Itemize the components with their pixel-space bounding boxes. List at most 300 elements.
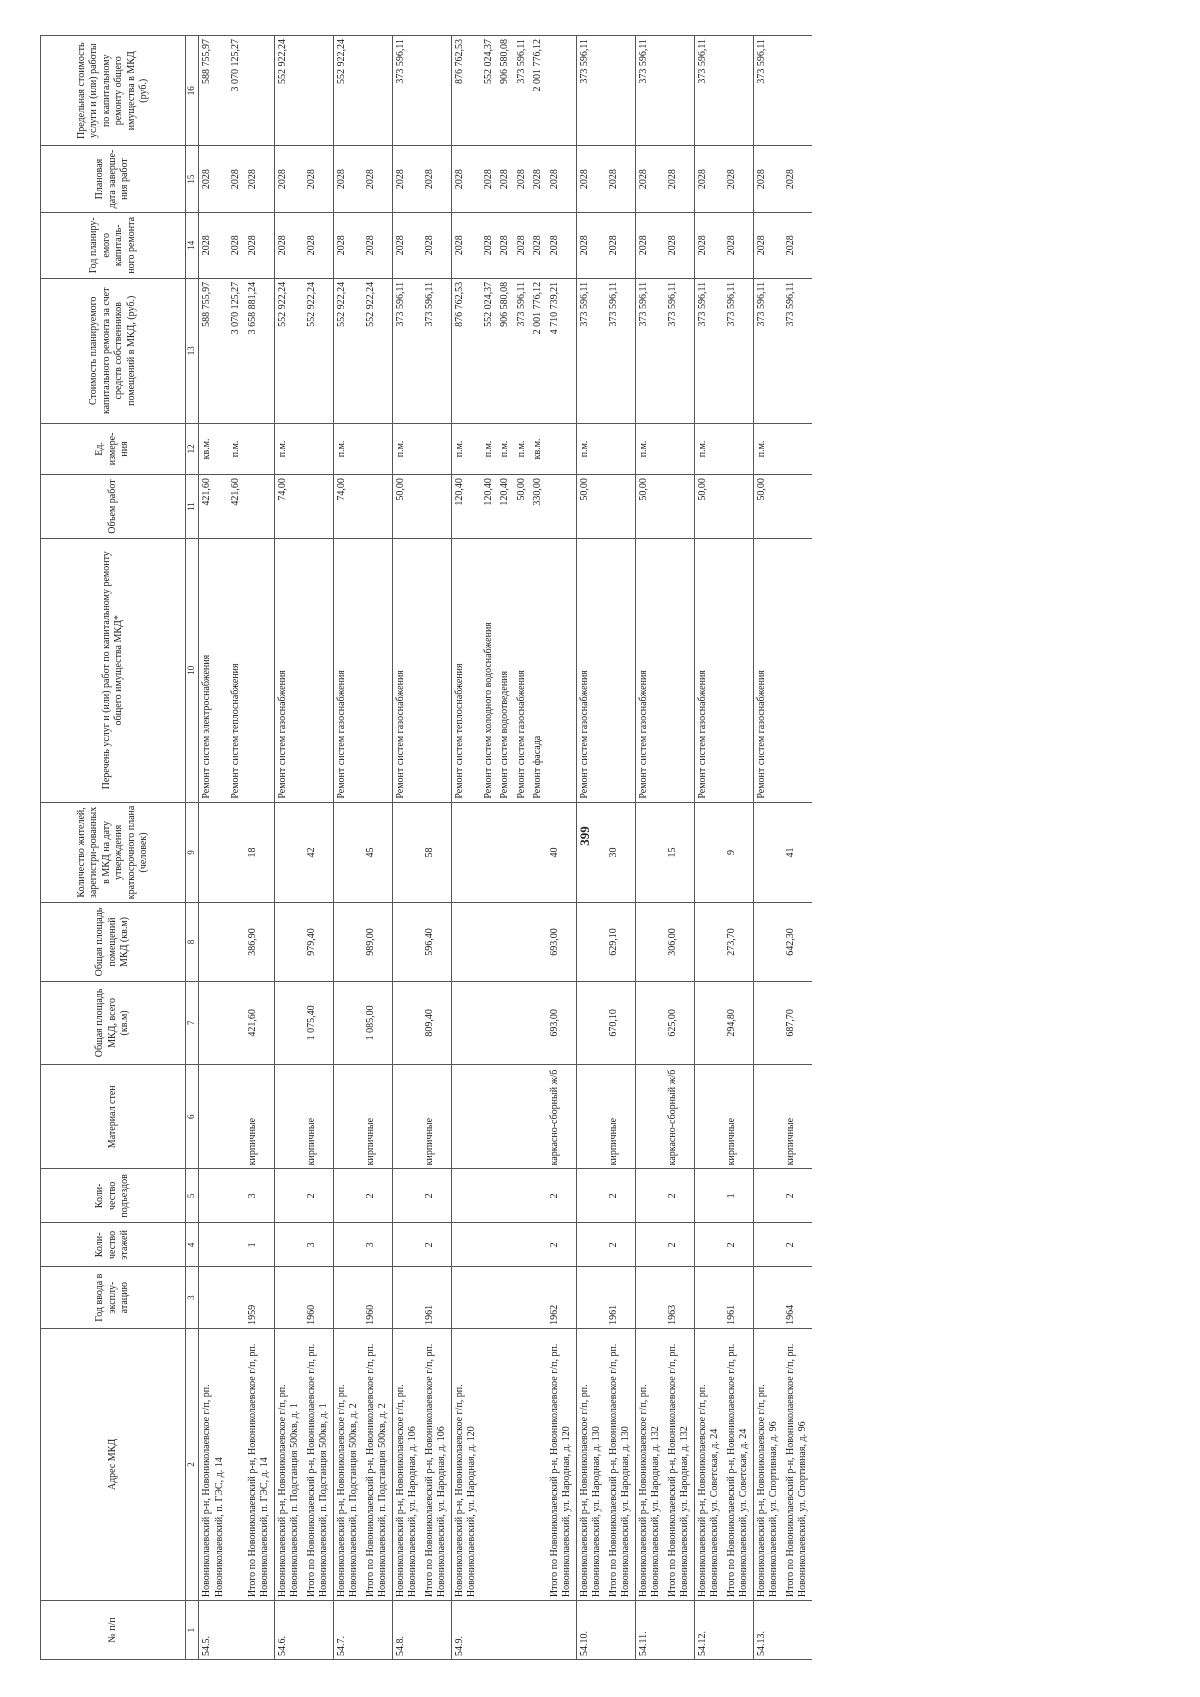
total-area-cell [635, 981, 665, 1064]
year-built-cell [274, 1267, 304, 1328]
work-type-cell: Ремонт систем холодного водоснабжения [481, 538, 498, 802]
table-row [665, 36, 695, 1660]
premises-area-cell: 596,40 [422, 903, 452, 982]
entrances-cell [514, 1169, 531, 1223]
work-volume-cell: 50,00 [635, 475, 665, 539]
repair-year-cell: 2028 [274, 212, 304, 278]
column-header: Год ввода в эксплу-атацию [41, 1267, 186, 1328]
work-volume-cell: 120,40 [497, 475, 514, 539]
header-row [41, 36, 186, 1660]
unit-cell [304, 423, 334, 475]
work-type-cell: Ремонт систем теплоснабжения [451, 538, 481, 802]
work-volume-cell: 74,00 [274, 475, 304, 539]
work-type-cell: Ремонт систем газоснабжения [392, 538, 422, 802]
work-type-cell [422, 538, 452, 802]
row-number-cell [363, 1601, 393, 1660]
unit-cell [422, 423, 452, 475]
work-volume-cell [606, 475, 636, 539]
residents-cell: 40 [547, 802, 577, 903]
repair-year-cell: 2028 [606, 212, 636, 278]
entrances-cell: 3 [245, 1169, 275, 1223]
work-type-cell [245, 538, 275, 802]
max-cost-cell: 373 596,11 [576, 36, 606, 146]
table-row [451, 36, 481, 1660]
repair-year-cell: 2028 [333, 212, 363, 278]
completion-date-cell: 2028 [724, 146, 754, 212]
total-area-cell [274, 981, 304, 1064]
floors-cell [228, 1223, 245, 1267]
row-number-cell [547, 1601, 577, 1660]
total-area-cell: 1 085,00 [363, 981, 393, 1064]
work-type-cell [363, 538, 393, 802]
unit-cell: п.м. [635, 423, 665, 475]
entrances-cell [635, 1169, 665, 1223]
work-type-cell: Ремонт фасада [530, 538, 547, 802]
cost-cell: 373 596,11 [392, 278, 422, 423]
max-cost-cell [245, 36, 275, 146]
address-cell: Новониколаевский р-н, Новониколаевское г/п, рп. Новониколаевский, ул. Спортивная, д. 96 [753, 1328, 783, 1600]
row-number-cell: 54.5. [199, 1601, 229, 1660]
column-header: Коли-чество этажей [41, 1223, 186, 1267]
floors-cell: 1 [245, 1223, 275, 1267]
completion-date-cell: 2028 [635, 146, 665, 212]
work-type-cell: Ремонт систем газоснабжения [576, 538, 606, 802]
total-area-cell [576, 981, 606, 1064]
year-built-cell: 1960 [304, 1267, 334, 1328]
unit-cell: п.м. [392, 423, 422, 475]
residents-cell [392, 802, 422, 903]
column-header: Год планиру-емого капиталь-ного ремонта [41, 212, 186, 278]
max-cost-cell [547, 36, 577, 146]
column-header: Предельная стоимость услуги и (или) работы по капитальному ремонту общего имущества в МКД (руб.) [41, 36, 186, 146]
entrances-cell [530, 1169, 547, 1223]
total-area-cell: 421,60 [245, 981, 275, 1064]
premises-area-cell [199, 903, 229, 982]
year-built-cell [576, 1267, 606, 1328]
column-number: 7 [186, 981, 199, 1064]
premises-area-cell [228, 903, 245, 982]
address-cell: Итого по Новониколаевский р-н, Новониколаевское г/п, рп. Новониколаевский, ул. Народная, д. 130 [606, 1328, 636, 1600]
wall-material-cell: кирпичные [606, 1065, 636, 1169]
address-cell: Итого по Новониколаевский р-н, Новониколаевское г/п, рп. Новониколаевский, п. Подстанция 500кв, д. 2 [363, 1328, 393, 1600]
floors-cell [753, 1223, 783, 1267]
entrances-cell [576, 1169, 606, 1223]
premises-area-cell [497, 903, 514, 982]
repair-year-cell: 2028 [392, 212, 422, 278]
unit-cell: кв.м. [199, 423, 229, 475]
table-row [333, 36, 363, 1660]
address-cell: Новониколаевский р-н, Новониколаевское г/п, рп. Новониколаевский, ул. Народная, д. 132 [635, 1328, 665, 1600]
residents-cell [514, 802, 531, 903]
floors-cell: 2 [422, 1223, 452, 1267]
column-number: 12 [186, 423, 199, 475]
total-area-cell: 625,00 [665, 981, 695, 1064]
residents-cell [228, 802, 245, 903]
wall-material-cell: кирпичные [245, 1065, 275, 1169]
address-cell: Новониколаевский р-н, Новониколаевское г/п, рп. Новониколаевский, ул. Народная, д. 120 [451, 1328, 481, 1600]
column-number: 8 [186, 903, 199, 982]
column-number: 9 [186, 802, 199, 903]
work-volume-cell: 50,00 [694, 475, 724, 539]
repair-year-cell: 2028 [694, 212, 724, 278]
completion-date-cell: 2028 [783, 146, 812, 212]
column-number: 16 [186, 36, 199, 146]
premises-area-cell: 273,70 [724, 903, 754, 982]
residents-cell: 30 [606, 802, 636, 903]
premises-area-cell [753, 903, 783, 982]
cost-cell: 373 596,11 [665, 278, 695, 423]
table-row [245, 36, 275, 1660]
floors-cell [481, 1223, 498, 1267]
wall-material-cell [753, 1065, 783, 1169]
repair-year-cell: 2028 [724, 212, 754, 278]
column-header: Адрес МКД [41, 1328, 186, 1600]
row-number-cell: 54.12. [694, 1601, 724, 1660]
wall-material-cell [228, 1065, 245, 1169]
completion-date-cell: 2028 [606, 146, 636, 212]
repair-year-cell: 2028 [481, 212, 498, 278]
work-volume-cell [245, 475, 275, 539]
year-built-cell [228, 1267, 245, 1328]
completion-date-cell: 2028 [753, 146, 783, 212]
address-cell: Итого по Новониколаевский р-н, Новониколаевское г/п, рп. Новониколаевский, ул. Народная, д. 120 [547, 1328, 577, 1600]
year-built-cell: 1964 [783, 1267, 812, 1328]
floors-cell: 3 [363, 1223, 393, 1267]
wall-material-cell [497, 1065, 514, 1169]
floors-cell [514, 1223, 531, 1267]
entrances-cell [228, 1169, 245, 1223]
table-row [363, 36, 393, 1660]
work-type-cell: Ремонт систем водоотведения [497, 538, 514, 802]
floors-cell: 2 [724, 1223, 754, 1267]
max-cost-cell [606, 36, 636, 146]
table-row [724, 36, 754, 1660]
column-number: 4 [186, 1223, 199, 1267]
year-built-cell: 1961 [724, 1267, 754, 1328]
unit-cell [724, 423, 754, 475]
total-area-cell: 687,70 [783, 981, 812, 1064]
residents-cell: 18 [245, 802, 275, 903]
unit-cell [547, 423, 577, 475]
total-area-cell [199, 981, 229, 1064]
row-number-cell [228, 1601, 245, 1660]
table-row [481, 36, 498, 1660]
row-number-cell: 54.10. [576, 1601, 606, 1660]
entrances-cell [333, 1169, 363, 1223]
completion-date-cell: 2028 [530, 146, 547, 212]
unit-cell: п.м. [576, 423, 606, 475]
premises-area-cell [392, 903, 422, 982]
column-number: 13 [186, 278, 199, 423]
year-built-cell: 1961 [606, 1267, 636, 1328]
column-header: Общая площадь помещений МКД (кв.м) [41, 903, 186, 982]
cost-cell: 3 070 125,27 [228, 278, 245, 423]
entrances-cell [199, 1169, 229, 1223]
work-volume-cell: 120,40 [451, 475, 481, 539]
cost-cell: 373 596,11 [783, 278, 812, 423]
work-type-cell [783, 538, 812, 802]
floors-cell [497, 1223, 514, 1267]
floors-cell: 2 [783, 1223, 812, 1267]
work-volume-cell [724, 475, 754, 539]
premises-area-cell: 306,00 [665, 903, 695, 982]
repair-year-cell: 2028 [304, 212, 334, 278]
premises-area-cell [635, 903, 665, 982]
year-built-cell [753, 1267, 783, 1328]
work-volume-cell: 421,60 [199, 475, 229, 539]
column-header: Стоимость планируемого капитального ремонта за счет средств собственников помещений в МКД, (руб.) [41, 278, 186, 423]
row-number-cell [724, 1601, 754, 1660]
total-area-cell [694, 981, 724, 1064]
completion-date-cell: 2028 [363, 146, 393, 212]
work-volume-cell: 50,00 [753, 475, 783, 539]
table-row [228, 36, 245, 1660]
repair-year-cell: 2028 [514, 212, 531, 278]
total-area-cell: 294,80 [724, 981, 754, 1064]
max-cost-cell: 552 024,37 [481, 36, 498, 146]
completion-date-cell: 2028 [274, 146, 304, 212]
column-header: Количество жителей, зарегистри-рованных в МКД на дату утверждения краткосрочного плана (человек) [41, 802, 186, 903]
cost-cell: 4 710 739,21 [547, 278, 577, 423]
address-cell: Итого по Новониколаевский р-н, Новониколаевское г/п, рп. Новониколаевский, п. ГЭС, д. 14 [245, 1328, 275, 1600]
entrances-cell: 2 [422, 1169, 452, 1223]
wall-material-cell: кирпичные [422, 1065, 452, 1169]
residents-cell [753, 802, 783, 903]
max-cost-cell: 373 596,11 [514, 36, 531, 146]
wall-material-cell [635, 1065, 665, 1169]
repair-year-cell: 2028 [245, 212, 275, 278]
work-type-cell: Ремонт систем газоснабжения [333, 538, 363, 802]
max-cost-cell: 2 001 776,12 [530, 36, 547, 146]
address-cell: Новониколаевский р-н, Новониколаевское г/п, рп. Новониколаевский, п. ГЭС, д. 14 [199, 1328, 229, 1600]
residents-cell [481, 802, 498, 903]
cost-cell: 876 762,53 [451, 278, 481, 423]
wall-material-cell [392, 1065, 422, 1169]
max-cost-cell [422, 36, 452, 146]
floors-cell [694, 1223, 724, 1267]
table-body [199, 36, 812, 1660]
total-area-cell [392, 981, 422, 1064]
residents-cell: 45 [363, 802, 393, 903]
completion-date-cell: 2028 [497, 146, 514, 212]
address-cell [481, 1328, 498, 1600]
premises-area-cell [694, 903, 724, 982]
year-built-cell [694, 1267, 724, 1328]
work-type-cell: Ремонт систем электроснабжения [199, 538, 229, 802]
unit-cell: п.м. [497, 423, 514, 475]
floors-cell [333, 1223, 363, 1267]
total-area-cell: 693,00 [547, 981, 577, 1064]
column-number: 2 [186, 1328, 199, 1600]
repair-year-cell: 2028 [451, 212, 481, 278]
unit-cell: кв.м. [530, 423, 547, 475]
premises-area-cell: 386,90 [245, 903, 275, 982]
work-type-cell [547, 538, 577, 802]
repair-year-cell: 2028 [199, 212, 229, 278]
table-row [606, 36, 636, 1660]
wall-material-cell: каркасно-сборный ж/б [547, 1065, 577, 1169]
wall-material-cell [530, 1065, 547, 1169]
total-area-cell: 809,40 [422, 981, 452, 1064]
wall-material-cell [333, 1065, 363, 1169]
completion-date-cell: 2028 [547, 146, 577, 212]
column-number: 1 [186, 1601, 199, 1660]
repair-year-cell: 2028 [635, 212, 665, 278]
max-cost-cell: 373 596,11 [753, 36, 783, 146]
premises-area-cell [333, 903, 363, 982]
entrances-cell: 2 [547, 1169, 577, 1223]
unit-cell [363, 423, 393, 475]
work-volume-cell: 421,60 [228, 475, 245, 539]
table-row [199, 36, 229, 1660]
address-cell: Итого по Новониколаевский р-н, Новониколаевское г/п, рп. Новониколаевский, п. Подстанция 500кв, д. 1 [304, 1328, 334, 1600]
rotated-table-container [40, 35, 1168, 1660]
table-row [274, 36, 304, 1660]
entrances-cell: 2 [783, 1169, 812, 1223]
floors-cell: 2 [606, 1223, 636, 1267]
residents-cell [635, 802, 665, 903]
column-number: 10 [186, 538, 199, 802]
address-cell: Итого по Новониколаевский р-н, Новониколаевское г/п, рп. Новониколаевский, ул. Советская, д. 24 [724, 1328, 754, 1600]
total-area-cell: 1 075,40 [304, 981, 334, 1064]
unit-cell [245, 423, 275, 475]
wall-material-cell [274, 1065, 304, 1169]
max-cost-cell: 373 596,11 [635, 36, 665, 146]
cost-cell: 373 596,11 [753, 278, 783, 423]
premises-area-cell: 989,00 [363, 903, 393, 982]
completion-date-cell: 2028 [333, 146, 363, 212]
cost-cell: 588 755,97 [199, 278, 229, 423]
repair-year-cell: 2028 [576, 212, 606, 278]
year-built-cell: 1960 [363, 1267, 393, 1328]
premises-area-cell: 979,40 [304, 903, 334, 982]
work-type-cell: Ремонт систем газоснабжения [753, 538, 783, 802]
repair-year-cell: 2028 [783, 212, 812, 278]
cost-cell: 373 596,11 [514, 278, 531, 423]
work-volume-cell: 50,00 [392, 475, 422, 539]
residents-cell [199, 802, 229, 903]
wall-material-cell [694, 1065, 724, 1169]
column-header: Объем работ [41, 475, 186, 539]
wall-material-cell: кирпичные [783, 1065, 812, 1169]
entrances-cell [753, 1169, 783, 1223]
unit-cell: п.м. [274, 423, 304, 475]
address-cell [514, 1328, 531, 1600]
work-volume-cell [304, 475, 334, 539]
address-cell: Новониколаевский р-н, Новониколаевское г/п, рп. Новониколаевский, п. Подстанция 500кв, д. 1 [274, 1328, 304, 1600]
entrances-cell [274, 1169, 304, 1223]
row-number-cell [606, 1601, 636, 1660]
column-header: Плановая дата заверше-ния работ [41, 146, 186, 212]
unit-cell [665, 423, 695, 475]
completion-date-cell: 2028 [228, 146, 245, 212]
premises-area-cell [274, 903, 304, 982]
work-volume-cell [665, 475, 695, 539]
max-cost-cell [304, 36, 334, 146]
entrances-cell: 2 [606, 1169, 636, 1223]
unit-cell: п.м. [753, 423, 783, 475]
row-number-cell [530, 1601, 547, 1660]
work-volume-cell [547, 475, 577, 539]
cost-cell: 2 001 776,12 [530, 278, 547, 423]
work-volume-cell [783, 475, 812, 539]
address-cell: Новониколаевский р-н, Новониколаевское г/п, рп. Новониколаевский, ул. Народная, д. 130 [576, 1328, 606, 1600]
unit-cell: п.м. [694, 423, 724, 475]
address-cell [228, 1328, 245, 1600]
max-cost-cell: 373 596,11 [392, 36, 422, 146]
completion-date-cell: 2028 [665, 146, 695, 212]
work-volume-cell: 120,40 [481, 475, 498, 539]
residents-cell: 42 [304, 802, 334, 903]
column-header: № п/п [41, 1601, 186, 1660]
address-cell [530, 1328, 547, 1600]
floors-cell [576, 1223, 606, 1267]
max-cost-cell [783, 36, 812, 146]
entrances-cell: 1 [724, 1169, 754, 1223]
address-cell: Итого по Новониколаевский р-н, Новониколаевское г/п, рп. Новониколаевский, ул. Народная, д. 106 [422, 1328, 452, 1600]
residents-cell: 9 [724, 802, 754, 903]
premises-area-cell [514, 903, 531, 982]
cost-cell: 373 596,11 [635, 278, 665, 423]
column-number: 11 [186, 475, 199, 539]
row-number-cell [783, 1601, 812, 1660]
completion-date-cell: 2028 [245, 146, 275, 212]
repair-year-cell: 2028 [665, 212, 695, 278]
premises-area-cell [576, 903, 606, 982]
max-cost-cell [665, 36, 695, 146]
year-built-cell: 1963 [665, 1267, 695, 1328]
residents-cell [497, 802, 514, 903]
cost-cell: 373 596,11 [606, 278, 636, 423]
page-number: 399 [577, 826, 592, 846]
residents-cell [530, 802, 547, 903]
wall-material-cell [481, 1065, 498, 1169]
year-built-cell [514, 1267, 531, 1328]
total-area-cell [333, 981, 363, 1064]
year-built-cell [481, 1267, 498, 1328]
work-type-cell: Ремонт систем газоснабжения [635, 538, 665, 802]
column-number: 5 [186, 1169, 199, 1223]
max-cost-cell [724, 36, 754, 146]
residents-cell [694, 802, 724, 903]
wall-material-cell: кирпичные [363, 1065, 393, 1169]
cost-cell: 906 580,08 [497, 278, 514, 423]
wall-material-cell [199, 1065, 229, 1169]
total-area-cell: 670,10 [606, 981, 636, 1064]
row-number-cell: 54.7. [333, 1601, 363, 1660]
cost-cell: 373 596,11 [576, 278, 606, 423]
floors-cell [274, 1223, 304, 1267]
column-number: 15 [186, 146, 199, 212]
year-built-cell: 1961 [422, 1267, 452, 1328]
table-row [635, 36, 665, 1660]
unit-cell: п.м. [228, 423, 245, 475]
column-header: Перечень услуг и (или) работ по капитальному ремонту общего имущества МКД* [41, 538, 186, 802]
completion-date-cell: 2028 [392, 146, 422, 212]
repair-year-cell: 2028 [228, 212, 245, 278]
total-area-cell [514, 981, 531, 1064]
floors-cell [199, 1223, 229, 1267]
row-number-cell [422, 1601, 452, 1660]
total-area-cell [451, 981, 481, 1064]
column-header: Ед. измере-ния [41, 423, 186, 475]
column-header: Материал стен [41, 1065, 186, 1169]
row-number-cell: 54.8. [392, 1601, 422, 1660]
unit-cell: п.м. [333, 423, 363, 475]
completion-date-cell: 2028 [422, 146, 452, 212]
row-number-cell: 54.11. [635, 1601, 665, 1660]
max-cost-cell: 3 070 125,27 [228, 36, 245, 146]
